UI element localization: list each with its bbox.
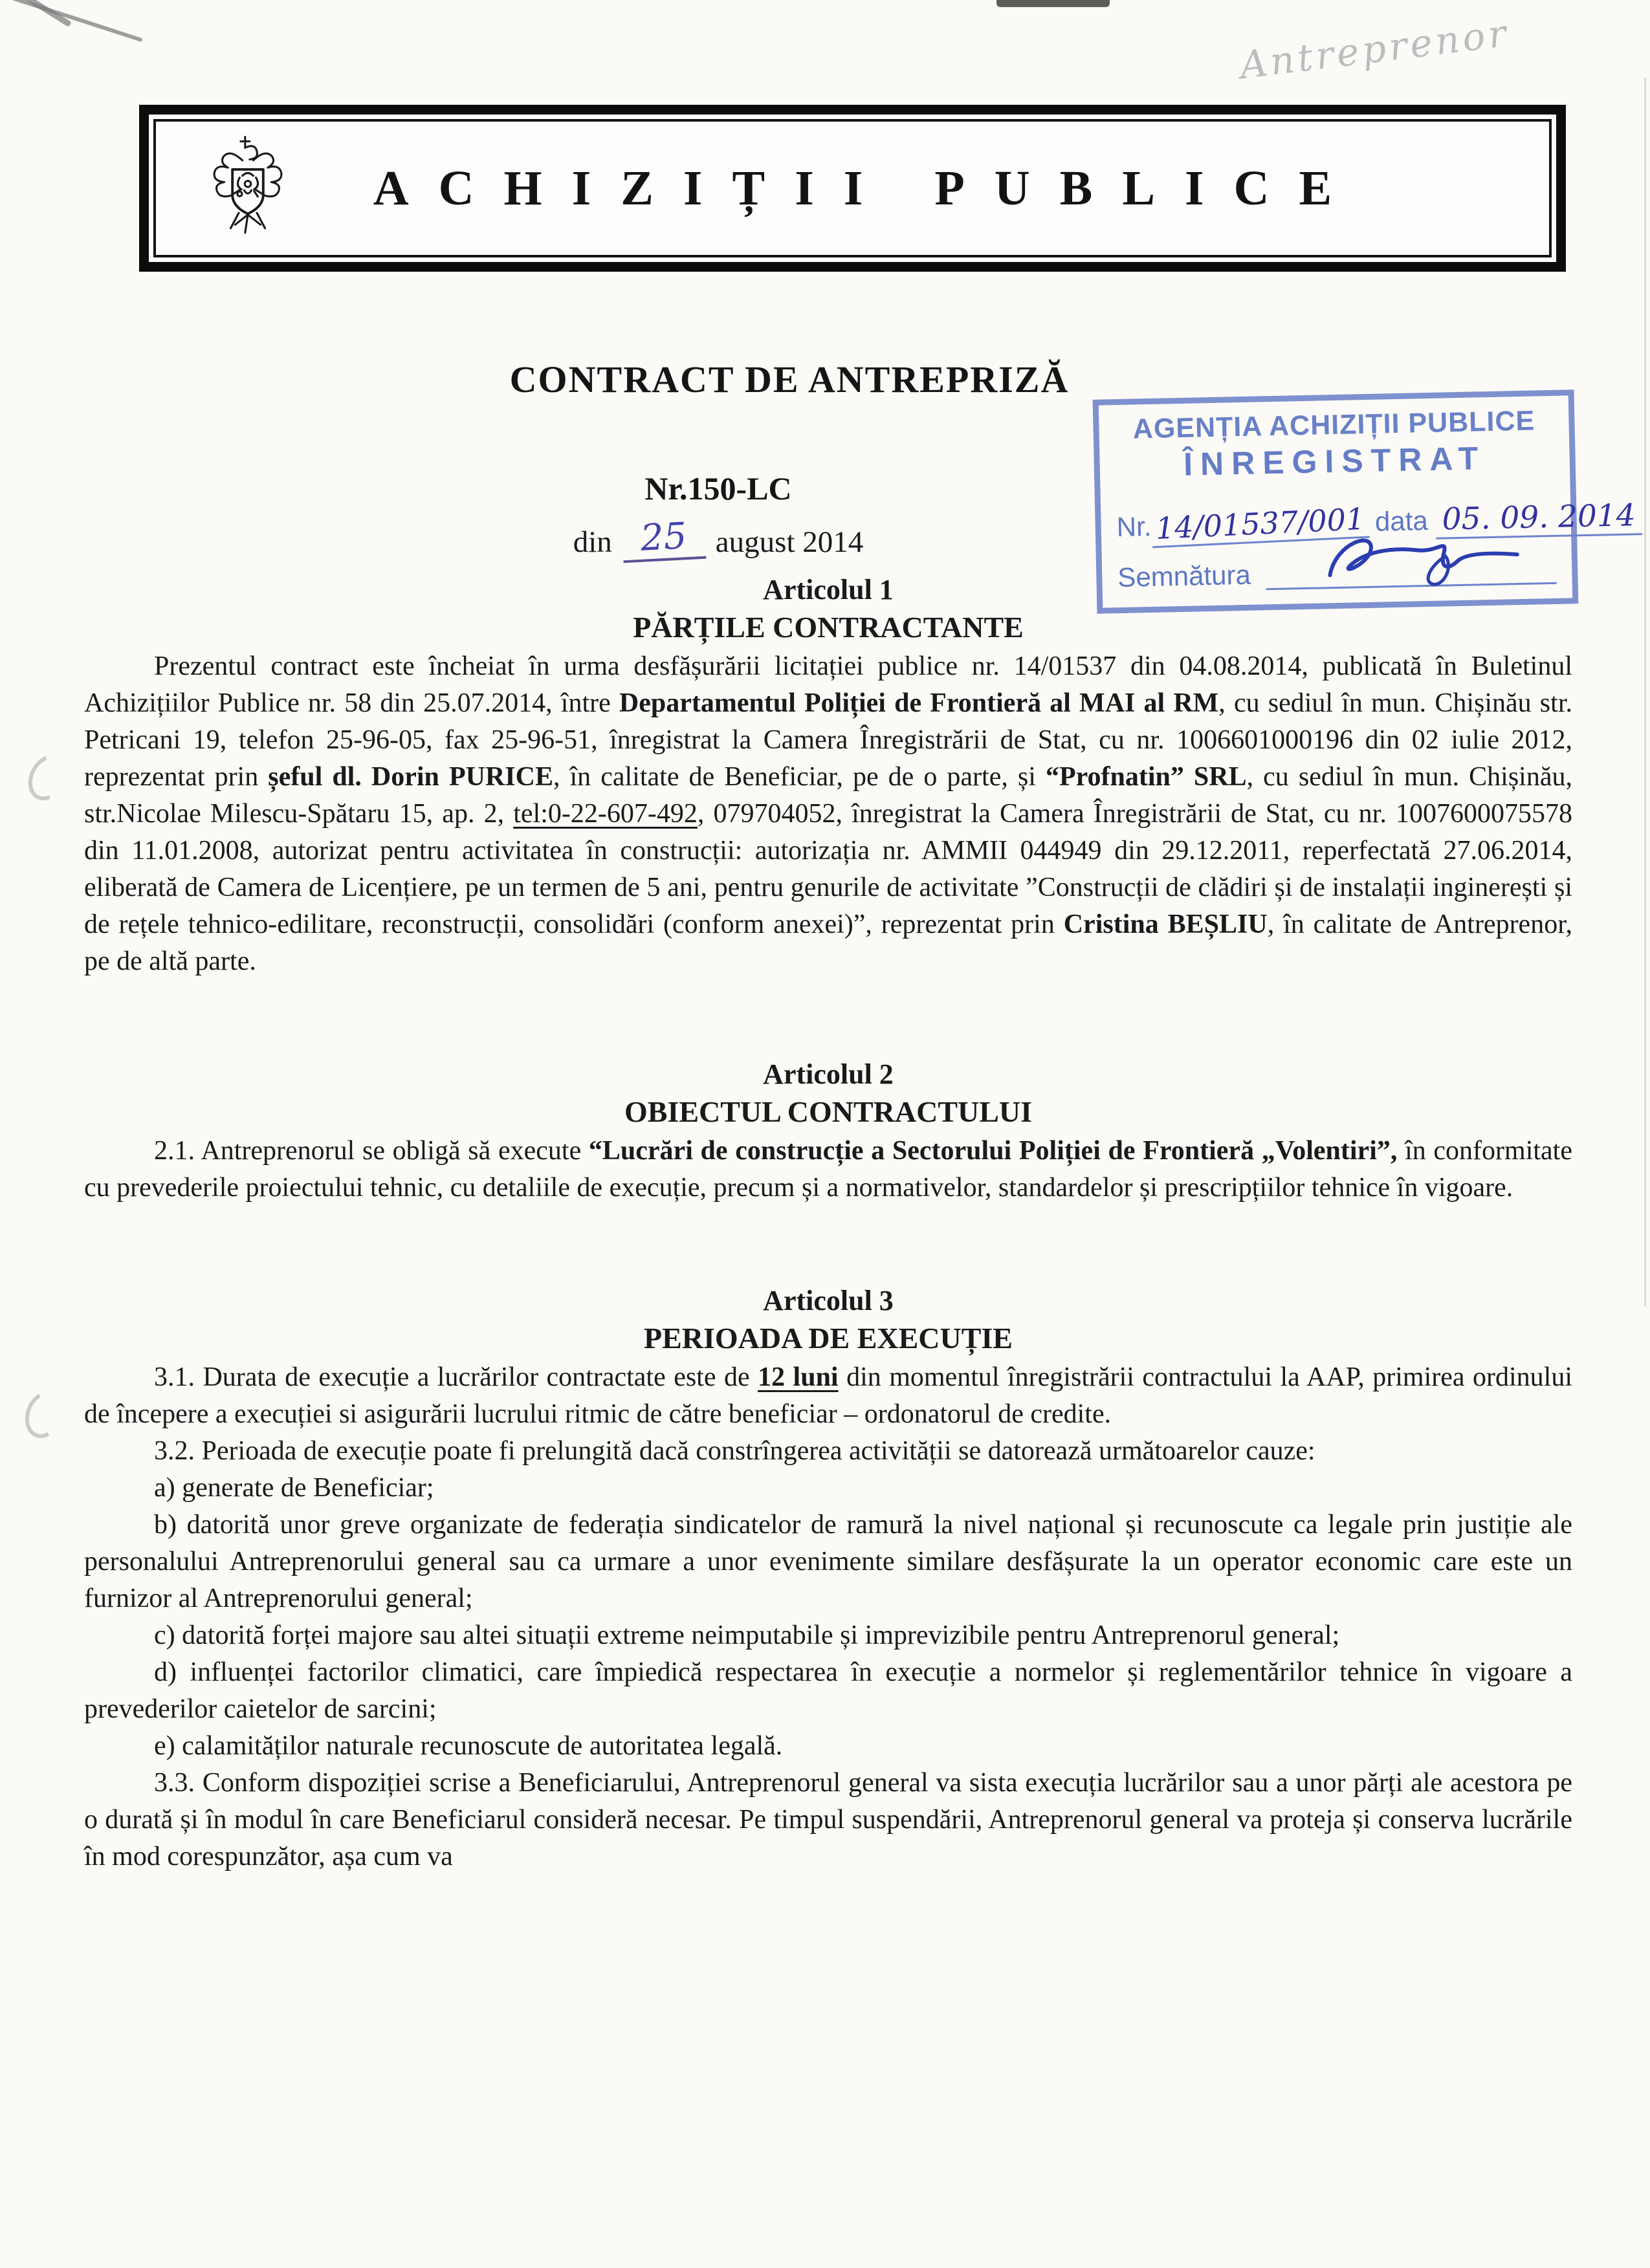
stamp-nr-handwritten-value: 14/01537/001 [1150, 501, 1369, 549]
scan-curl-artifact [19, 1386, 69, 1444]
article-3-paragraph: 3.2. Perioada de execuție poate fi prelungită dacă constrîngerea activității se datorează următoarelor cauze: [154, 1436, 1315, 1466]
masthead-box [139, 105, 1566, 272]
article-1-subheading: PĂRȚILE CONTRACTANTE [633, 611, 1024, 644]
article-3-heading: Articolul 3 [763, 1285, 894, 1316]
article-3-list-item: d) influenței factorilor climatici, care împiedică respectarea în execuție a normelor și reglementărilor tehnice în vigoare a prevederilor caietelor de sarcini; [84, 1657, 1572, 1724]
masthead-inner-frame [153, 119, 1552, 257]
article-2-paragraph: 2.1. Antreprenorul se obligă să execute “Lucrări de construcție a Sectorului Poliției de Frontieră „Volentiri”, în conformitate cu prevederile proiectului tehnic, cu detaliile de execuție, precum și a normativelor, standardelor și prescripțiilor tehnice în vigoare. [84, 1136, 1572, 1203]
article-3-list-item: e) calamităților naturale recunoscute de autoritatea legală. [154, 1731, 783, 1761]
pencil-annotation: Antreprenor [1237, 10, 1512, 88]
article-1-paragraph: Prezentul contract este încheiat în urma desfășurării licitației publice nr. 14/01537 din 04.08.2014, publicată în Buletinul Achizițiilor Publice nr. 58 din 25.07.2014, între Departamentul Poliției de Frontieră al MAI al RM, cu sediul în mun. Chișinău str. Petricani 19, telefon 25-96-05, fax 25-96-51, înregistrat la Camera Înregistrării de Stat, cu nr. 1006601000196 din 02 iulie 2012, reprezentat prin șeful dl. Dorin PURICE, în calitate de Beneficiar, pe de o parte, și “Profnatin” SRL, cu sediul în mun. Chișinău, str.Nicolae Milescu-Spătaru 15, ap. 2, tel:0-22-607-492, 079704052, înregistrat la Camera Înregistrării de Stat, cu nr. 1007600075578 din 11.01.2008, autorizat pentru activitatea în construcții: autorizația nr. AMMII 044949 din 29.12.2011, reperfectată 27.06.2014, eliberată de Camera de Licențiere, pe un termen de 5 ani, pentru genurile de activitate ”Construcții de clădiri și de instalații inginerești și de rețele tehnico-edilitare, reconstrucții, consolidări (conform anexei)”, reprezentat prin Cristina BEȘLIU, în calitate de Antreprenor, pe de altă parte. [84, 651, 1573, 976]
moldova-coat-of-arms-icon [203, 133, 293, 245]
date-prefix: din [573, 525, 612, 559]
article-3-list-item: a) generate de Beneficiar; [154, 1473, 434, 1503]
article-3-paragraph: 3.1. Durata de execuție a lucrărilor contractate este de 12 luni din momentul înregistrării contractului la AAP, primirea ordinului de începere a execuției si asigurării lucrului ritmic de către beneficiar – ordonatorul de credite. [84, 1362, 1572, 1429]
article-1-heading: Articolul 1 [763, 574, 894, 605]
stamp-agency-line: AGENȚIA ACHIZIȚII PUBLICE [1132, 405, 1535, 445]
article-2-subheading: OBIECTUL CONTRACTULUI [624, 1095, 1033, 1128]
stamp-date-handwritten-value: 05. 09. 2014 [1435, 497, 1642, 540]
article-2-heading: Articolul 2 [763, 1058, 894, 1090]
document-title: CONTRACT DE ANTREPRIZĂ [509, 358, 1070, 400]
scan-smudge-artifact [996, 0, 1110, 7]
scan-curl-artifact [21, 748, 75, 807]
stamp-date-label: data [1374, 505, 1429, 537]
contract-number: Nr.150-LC [644, 470, 792, 507]
article-3-subheading: PERIOADA DE EXECUȚIE [644, 1322, 1013, 1355]
scan-edge-shadow [1644, 78, 1646, 1307]
scan-fold-artifact [9, 0, 142, 42]
article-3-list-item: b) datorită unor greve organizate de federația sindicatelor de ramură la nivel național și recunoscute ca legale prin justiție ale personalului Antreprenorului general sau ca urmare a unor evenimente similare desfășurate la un operator economic care este un furnizor al Antreprenorului general; [84, 1510, 1572, 1613]
stamp-registered-line: ÎNREGISTRAT [1183, 440, 1486, 483]
article-3-list-item: c) datorită forței majore sau altei situații extreme neimputabile și imprevizibile pentru Antreprenorul general; [154, 1620, 1340, 1650]
date-suffix: august 2014 [715, 525, 864, 559]
article-3-paragraph: 3.3. Conform dispoziției scrise a Beneficiarului, Antreprenorul general va sista execuția lucrărilor sau a unor părți ale acestora pe o durată și în modul în care Beneficiarul consideră necesar. Pe timpul suspendării, Antreprenorul general va proteja și conserva lucrările în mod corespunzător, așa cum va [84, 1768, 1572, 1871]
handwritten-day: 25 [621, 514, 706, 563]
stamp-signature-label: Semnătura [1117, 559, 1251, 593]
masthead-title: ACHIZIȚII PUBLICE [373, 160, 1362, 215]
stamp-nr-label: Nr. [1116, 510, 1152, 543]
contract-body [84, 572, 1572, 1875]
